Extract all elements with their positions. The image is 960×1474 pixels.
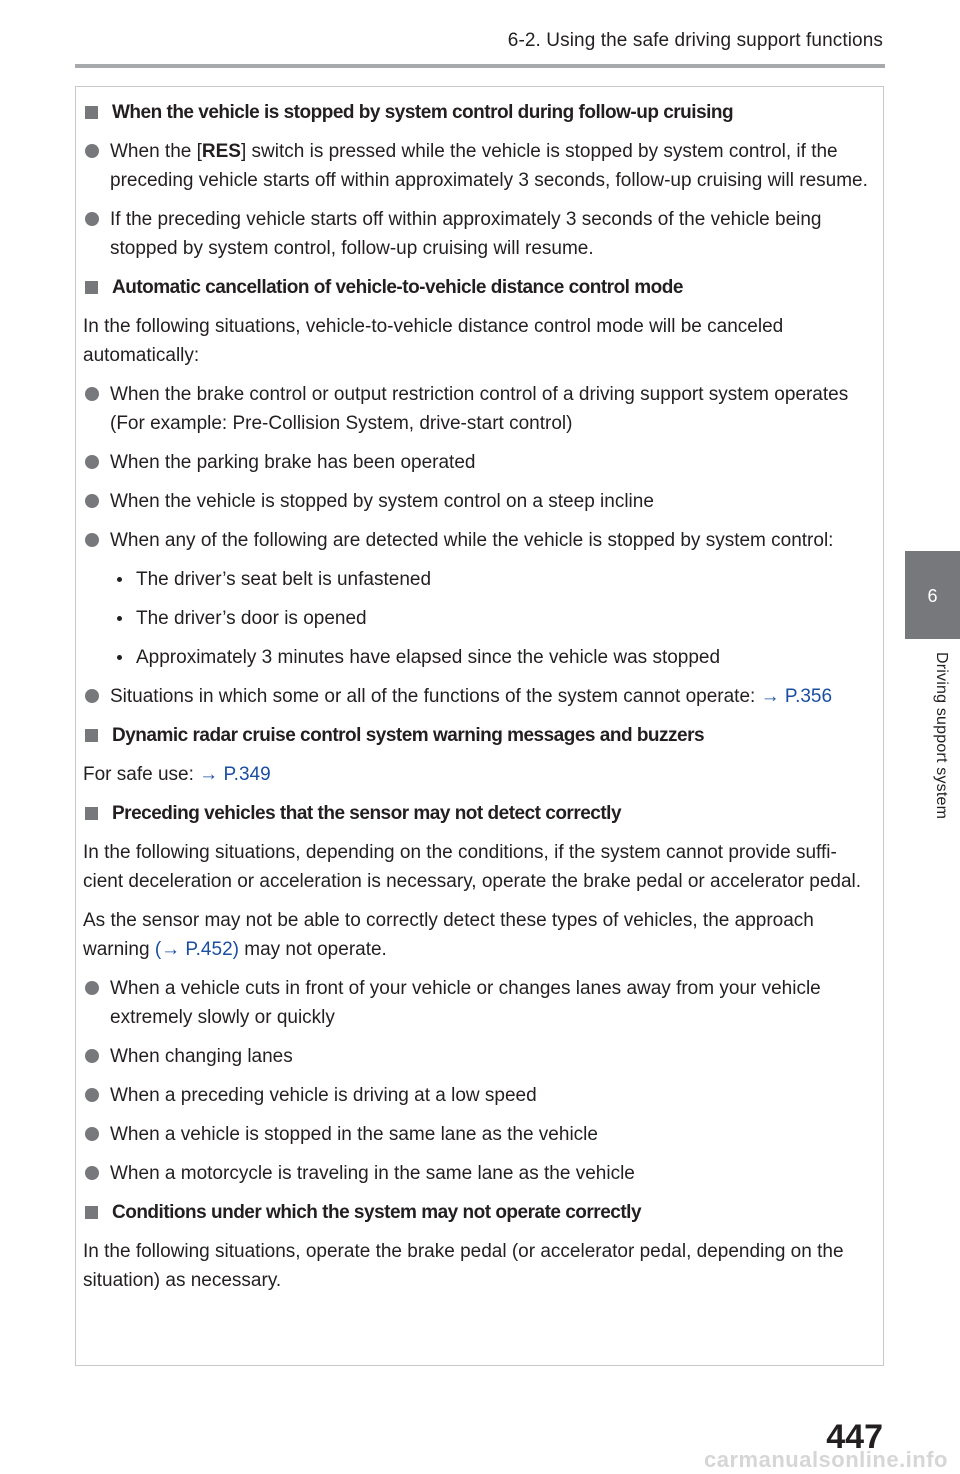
- circle-bullet-icon: [85, 981, 99, 995]
- heading-text: Dynamic radar cruise control system warning messages and buzzers: [112, 725, 705, 746]
- heading-text: Automatic cancellation of vehicle-to-vehicle distance control mode: [112, 277, 683, 298]
- sub-list-item-text: The driver’s seat belt is unfastened: [136, 569, 432, 590]
- circle-bullet-icon: [85, 144, 99, 158]
- page-number: 447: [826, 1418, 883, 1456]
- heading-text: Conditions under which the system may not operate correctly: [112, 1202, 642, 1223]
- page-reference-link[interactable]: (→ P.452): [154, 939, 239, 960]
- section-header-title: 6-2. Using the safe driving support functions: [507, 30, 883, 51]
- circle-bullet-icon: [85, 212, 99, 226]
- list-item-text: When a vehicle is stopped in the same lane as the vehicle: [110, 1124, 598, 1145]
- chapter-number: 6: [927, 586, 938, 606]
- paragraph: As the sensor may not be able to correctly detect these types of vehicles, the approach warning (→ P.452) may not operate.: [83, 910, 814, 960]
- section-heading: [83, 799, 875, 828]
- list-item-text: When a preceding vehicle is driving at a low speed: [110, 1085, 537, 1106]
- paragraph: For safe use: → P.349: [83, 764, 271, 785]
- header-rule: [75, 64, 885, 68]
- list-item-text: Situations in which some or all of the functions of the system cannot operate: → P.356: [110, 686, 833, 707]
- list-item-text: When changing lanes: [110, 1046, 293, 1067]
- sub-list-item: [83, 565, 875, 594]
- list-item-text: When the parking brake has been operated: [110, 452, 476, 473]
- section-heading: [83, 98, 875, 127]
- list-item-text: If the preceding vehicle starts off within approximately 3 seconds of the vehicle being stopped by system control, follow-up cruising will resume.: [110, 209, 822, 259]
- list-item: [83, 205, 875, 263]
- page-reference-link[interactable]: → P.349: [199, 764, 271, 785]
- circle-bullet-icon: [85, 533, 99, 547]
- circle-bullet-icon: [85, 1049, 99, 1063]
- small-dot-icon: [117, 616, 122, 621]
- square-bullet-icon: [85, 106, 98, 119]
- list-item-text: When the vehicle is stopped by system control on a steep incline: [110, 491, 654, 512]
- page-content: [83, 98, 875, 1305]
- sub-list-item-text: Approximately 3 minutes have elapsed since the vehicle was stopped: [136, 647, 721, 668]
- list-item: [83, 1120, 875, 1149]
- list-item: [83, 137, 875, 195]
- list-item-text: When a vehicle cuts in front of your vehicle or changes lanes away from your vehicle extremely slowly or quickly: [110, 978, 821, 1028]
- sub-list-item: [83, 643, 875, 672]
- circle-bullet-icon: [85, 1127, 99, 1141]
- list-item: [83, 1159, 875, 1188]
- res-switch-label: RES: [201, 141, 241, 162]
- circle-bullet-icon: [85, 1166, 99, 1180]
- square-bullet-icon: [85, 807, 98, 820]
- circle-bullet-icon: [85, 455, 99, 469]
- list-item: [83, 1081, 875, 1110]
- paragraph: In the following situations, vehicle-to-vehicle distance control mode will be canceled automatically:: [83, 316, 784, 366]
- paragraph: In the following situations, depending on the conditions, if the system cannot provide suffi-cient deceleration or acceleration is necessary, operate the brake pedal or accelerator pedal.: [83, 842, 862, 892]
- circle-bullet-icon: [85, 494, 99, 508]
- chapter-label: Driving support system: [933, 652, 950, 820]
- sub-list-item: [83, 604, 875, 633]
- list-item: [83, 682, 875, 711]
- section-heading: [83, 1198, 875, 1227]
- sub-list-item-text: The driver’s door is opened: [136, 608, 367, 629]
- list-item-text: When the [RES] switch is pressed while the vehicle is stopped by system control, if the preceding vehicle starts off within approximately 3 seconds, follow-up cruising will resume.: [110, 141, 868, 191]
- page-reference-link[interactable]: → P.356: [760, 686, 833, 707]
- list-item: [83, 1042, 875, 1071]
- section-heading: [83, 273, 875, 302]
- list-item: [83, 380, 875, 438]
- section-heading: [83, 721, 875, 750]
- heading-text: When the vehicle is stopped by system control during follow-up cruising: [112, 102, 734, 123]
- list-item-text: When a motorcycle is traveling in the same lane as the vehicle: [110, 1163, 635, 1184]
- circle-bullet-icon: [85, 689, 99, 703]
- paragraph: In the following situations, operate the brake pedal (or accelerator pedal, depending on the situation) as necessary.: [83, 1241, 844, 1291]
- small-dot-icon: [117, 577, 122, 582]
- circle-bullet-icon: [85, 1088, 99, 1102]
- chapter-tab[interactable]: [905, 551, 960, 639]
- list-item: [83, 974, 875, 1032]
- square-bullet-icon: [85, 729, 98, 742]
- list-item: [83, 487, 875, 516]
- heading-text: Preceding vehicles that the sensor may not detect correctly: [112, 803, 622, 824]
- watermark: carmanualsonline.info: [704, 1447, 948, 1472]
- small-dot-icon: [117, 655, 122, 660]
- list-item: [83, 526, 875, 555]
- circle-bullet-icon: [85, 387, 99, 401]
- square-bullet-icon: [85, 281, 98, 294]
- list-item: [83, 448, 875, 477]
- list-item-text: When any of the following are detected while the vehicle is stopped by system control:: [110, 530, 834, 551]
- list-item-text: When the brake control or output restriction control of a driving support system operates (For example: Pre-Collision System, drive-start control): [110, 384, 849, 434]
- square-bullet-icon: [85, 1206, 98, 1219]
